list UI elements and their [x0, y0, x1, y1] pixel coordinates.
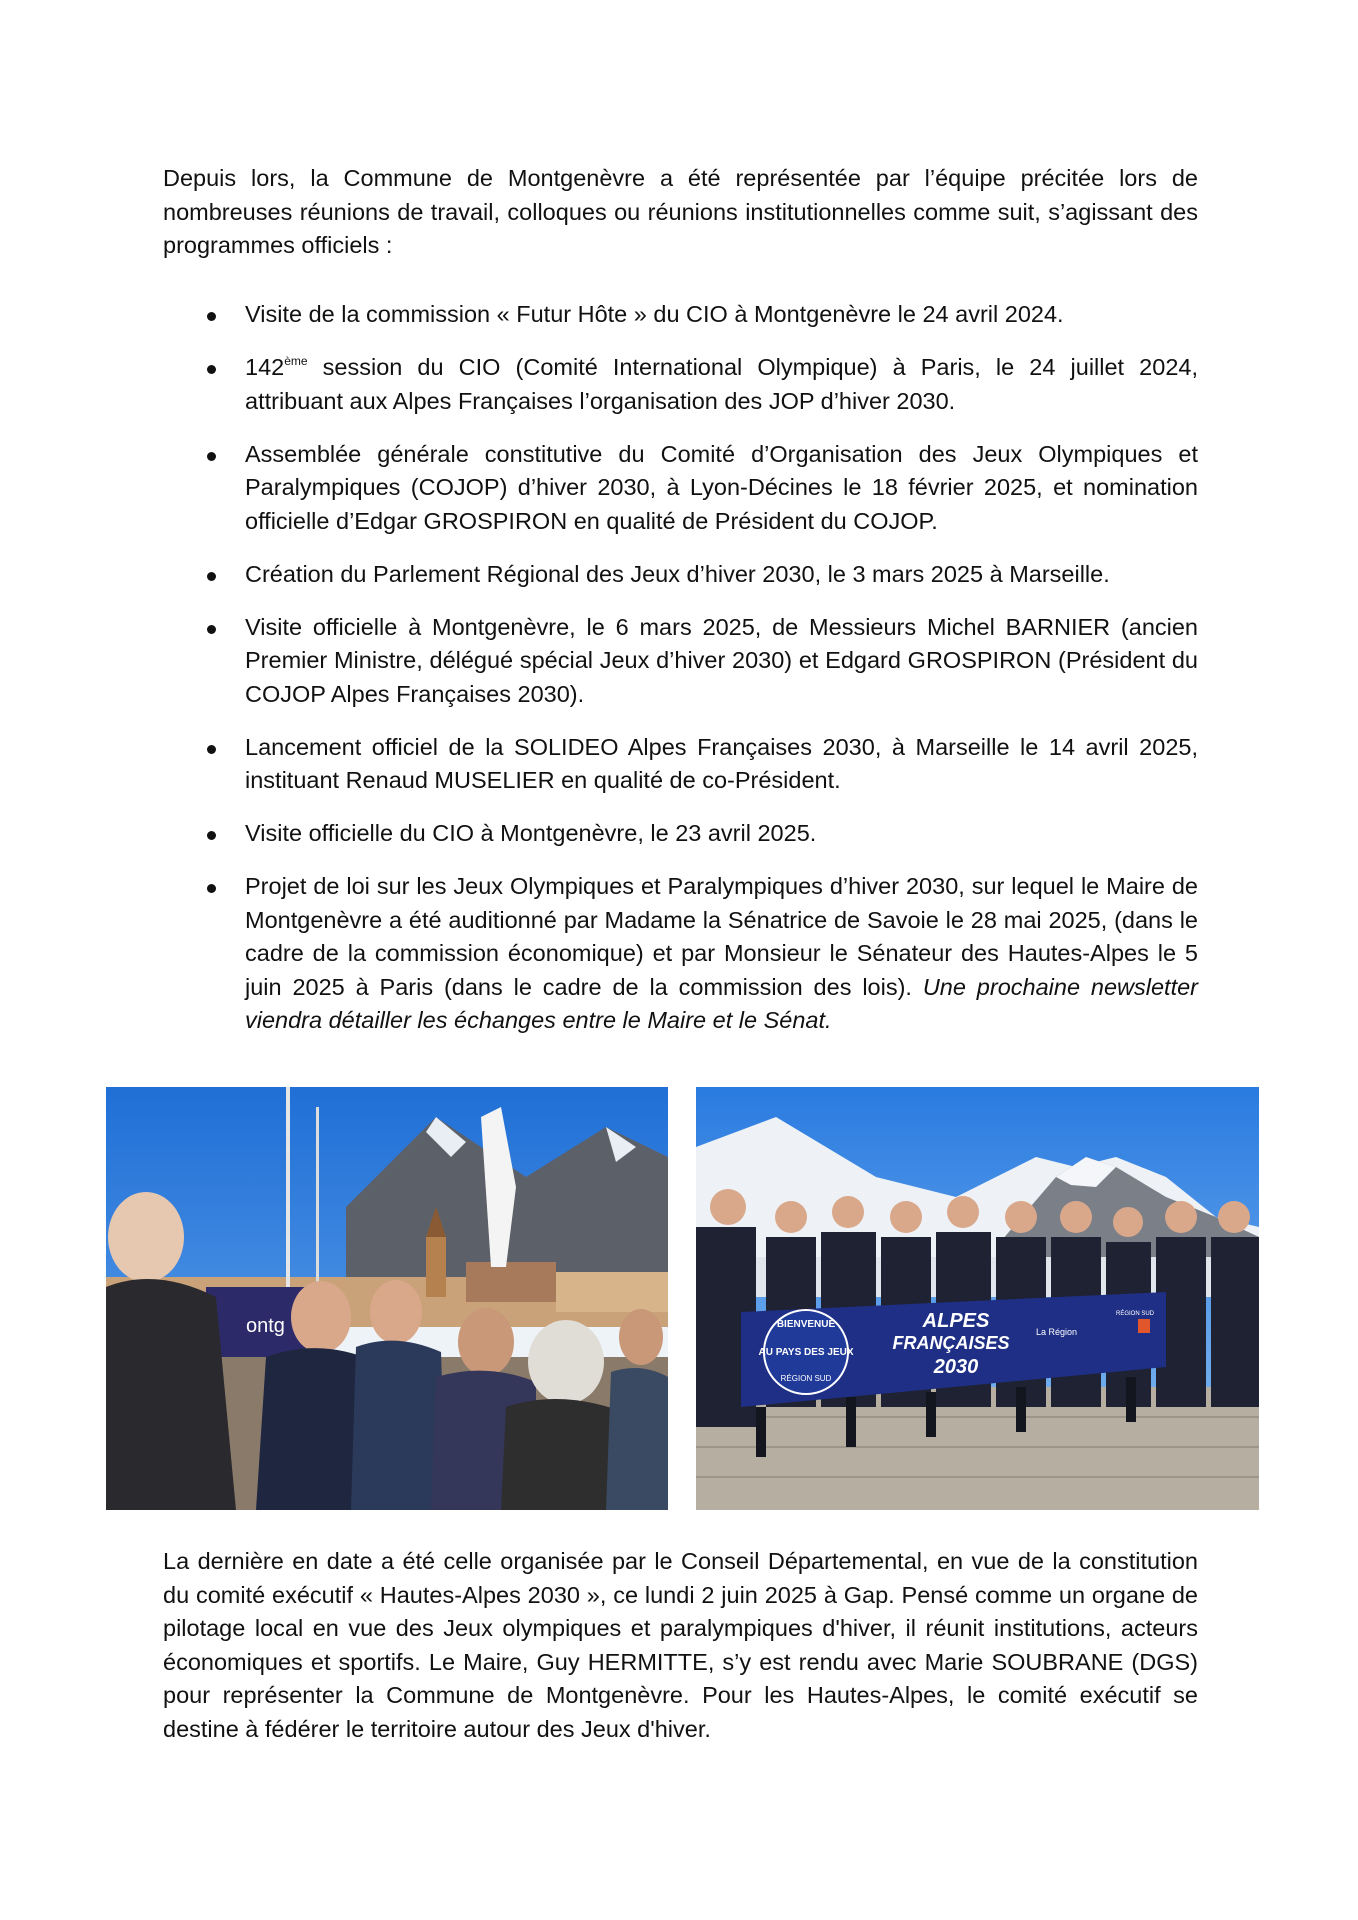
bullet-icon [207, 312, 216, 321]
svg-text:BIENVENUE: BIENVENUE [776, 1319, 836, 1330]
list-item: 142ème session du CIO (Comité International Olympique) à Paris, le 24 juillet 2024, attribuant aux Alpes Françaises l’organisation des JOP d’hiver 2030. [163, 351, 1198, 418]
bullet-icon [207, 452, 216, 461]
bullet-icon [207, 831, 216, 840]
photo-left-illustration [106, 1087, 668, 1510]
list-item: Lancement officiel de la SOLIDEO Alpes Françaises 2030, à Marseille le 14 avril 2025, instituant Renaud MUSELIER en qualité de co-Président. [163, 731, 1198, 798]
svg-text:ontg: ontg [246, 1315, 285, 1337]
list-item: Assemblée générale constitutive du Comité d’Organisation des Jeux Olympiques et Paralympiques (COJOP) d’hiver 2030, à Lyon-Décines le 18 février 2025, et nomination officielle d’Edgar GROSPIRON en qualité de Président du COJOP. [163, 438, 1198, 539]
bullet-icon [207, 572, 216, 581]
svg-text:RÉGION SUD: RÉGION SUD [780, 1374, 832, 1383]
newsletter-note: Une prochaine newsletter viendra détailler les échanges entre le Maire et le Sénat. [245, 973, 1198, 1033]
svg-text:La Région: La Région [1036, 1327, 1078, 1337]
svg-text:ALPES: ALPES [922, 1310, 990, 1332]
list-item: Création du Parlement Régional des Jeux d’hiver 2030, le 3 mars 2025 à Marseille. [163, 558, 1198, 592]
event-list [163, 298, 1198, 1057]
list-item: Visite de la commission « Futur Hôte » du CIO à Montgenèvre le 24 avril 2024. [163, 298, 1198, 332]
svg-text:RÉGION SUD: RÉGION SUD [1116, 1311, 1155, 1317]
photo-banner-group [696, 1087, 1259, 1510]
svg-text:FRANÇAISES: FRANÇAISES [892, 1333, 1010, 1353]
closing-paragraph: La dernière en date a été celle organisée par le Conseil Départemental, en vue de la constitution du comité exécutif « Hautes-Alpes 2030 », ce lundi 2 juin 2025 à Gap. Pensé comme un organe de pilotage local en vue des Jeux olympiques et paralympiques d'hiver, il réunit institutions, acteurs économiques et sportifs. Le Maire, Guy HERMITTE, s’y est rendu avec Marie SOUBRANE (DGS) pour représenter la Commune de Montgenèvre. Pour les Hautes-Alpes, le comité exécutif se destine à fédérer le territoire autour des Jeux d'hiver. [163, 1548, 1198, 1742]
list-item: Visite officielle du CIO à Montgenèvre, le 23 avril 2025. [163, 817, 1198, 851]
list-item: Visite officielle à Montgenèvre, le 6 mars 2025, de Messieurs Michel BARNIER (ancien Premier Ministre, délégué spécial Jeux d’hiver 2030) et Edgard GROSPIRON (Président du COJOP Alpes Françaises 2030). [163, 611, 1198, 712]
bullet-icon [207, 625, 216, 634]
intro-paragraph: Depuis lors, la Commune de Montgenèvre a été représentée par l’équipe précitée lors de nombreuses réunions de travail, colloques ou réunions institutionnelles comme suit, s’agissant des programmes officiels : [163, 165, 1198, 258]
svg-text:AU PAYS DES JEUX: AU PAYS DES JEUX [758, 1347, 854, 1358]
svg-text:2030: 2030 [933, 1356, 979, 1378]
bullet-icon [207, 884, 216, 893]
bullet-icon [207, 365, 216, 374]
bullet-icon [207, 745, 216, 754]
photo-visit-delegation [106, 1087, 668, 1510]
photo-right-illustration [696, 1087, 1259, 1510]
list-item: Projet de loi sur les Jeux Olympiques et Paralympiques d’hiver 2030, sur lequel le Maire de Montgenèvre a été auditionné par Madame la Sénatrice de Savoie le 28 mai 2025, (dans le cadre de la commission économique) et par Monsieur le Sénateur des Hautes-Alpes le 5 juin 2025 à Paris (dans le cadre de la commission des lois). Une prochaine newsletter viendra détailler les échanges entre le Maire et le Sénat. [163, 870, 1198, 1038]
